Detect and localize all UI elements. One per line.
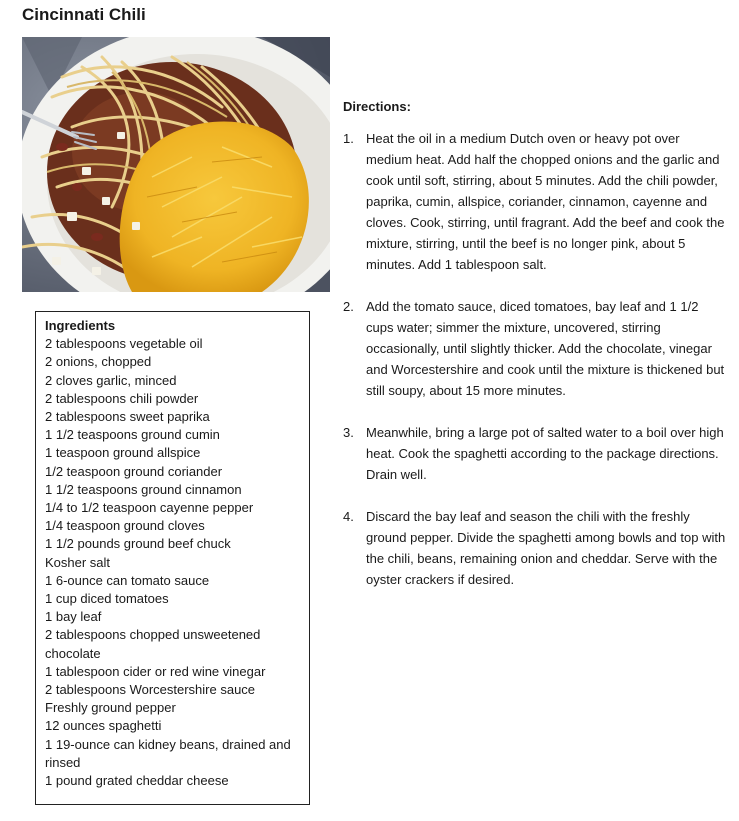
ingredient-item: 2 tablespoons sweet paprika (45, 409, 210, 425)
ingredient-item: 1 pound grated cheddar cheese (45, 773, 229, 789)
page-title: Cincinnati Chili (22, 5, 146, 24)
ingredients-box (35, 311, 310, 805)
ingredient-item: 1 19-ounce can kidney beans, drained and rinsed (45, 736, 291, 770)
step-number: 1. (343, 131, 354, 146)
step-text: Discard the bay leaf and season the chili with the freshly ground pepper. Divide the spaghetti among bowls and top with the chili, beans, remaining onion and cheddar. Serve with the oyster crackers if desired. (366, 509, 726, 587)
ingredients-heading: Ingredients (45, 318, 116, 333)
ingredient-item: 1 1/2 teaspoons ground cumin (45, 427, 220, 443)
ingredient-item: 2 tablespoons chopped unsweetened chocolate (45, 627, 261, 661)
ingredient-item: 1 1/2 teaspoons ground cinnamon (45, 481, 242, 497)
directions-steps (343, 128, 728, 590)
directions-heading: Directions: (343, 99, 411, 114)
ingredient-item: 2 onions, chopped (45, 354, 152, 370)
step-text: Add the tomato sauce, diced tomatoes, bay leaf and 1 1/2 cups water; simmer the mixture, uncovered, stirring occasionally, until slightly thicker. Add the chocolate, vinegar and Worcestershire and cook until the mixture is thickened but still soupy, about 15 more minutes. (366, 299, 725, 398)
ingredient-item: 1 bay leaf (45, 609, 102, 625)
ingredient-item: Kosher salt (45, 554, 111, 570)
chili-photo (22, 37, 330, 292)
step-text: Meanwhile, bring a large pot of salted water to a boil over high heat. Cook the spaghetti according to the package directions. Drain well. (366, 425, 724, 482)
step-number: 3. (343, 425, 354, 440)
ingredient-item: 1/4 teaspoon ground cloves (45, 518, 205, 534)
ingredient-item: 2 cloves garlic, minced (45, 372, 177, 388)
step-number: 4. (343, 509, 354, 524)
ingredient-item: Freshly ground pepper (45, 700, 176, 716)
step-text: Heat the oil in a medium Dutch oven or heavy pot over medium heat. Add half the chopped onions and the garlic and cook until soft, stirring, about 5 minutes. Add the chili powder, paprika, cumin, allspice, coriander, cinnamon, cayenne and cloves. Cook, stirring, until fragrant. Add the beef and cook the mixture, stirring, until the beef is no longer pink, about 5 minutes. Add 1 tablespoon salt. (366, 131, 725, 272)
directions-section (343, 96, 728, 611)
direction-step (343, 422, 728, 485)
ingredient-item: 1/4 to 1/2 teaspoon cayenne pepper (45, 500, 254, 516)
ingredient-item: 2 tablespoons chili powder (45, 390, 199, 406)
direction-step (343, 296, 728, 401)
ingredients-list (45, 335, 300, 790)
ingredient-item: 2 tablespoons Worcestershire sauce (45, 682, 256, 698)
ingredient-item: 1 cup diced tomatoes (45, 591, 169, 607)
direction-step (343, 506, 728, 590)
ingredient-item: 1 tablespoon cider or red wine vinegar (45, 663, 266, 679)
ingredient-item: 1 1/2 pounds ground beef chuck (45, 536, 231, 552)
ingredient-item: 1 6-ounce can tomato sauce (45, 572, 210, 588)
step-number: 2. (343, 299, 354, 314)
ingredient-item: 2 tablespoons vegetable oil (45, 336, 203, 352)
ingredient-item: 12 ounces spaghetti (45, 718, 162, 734)
ingredient-item: 1/2 teaspoon ground coriander (45, 463, 223, 479)
ingredient-item: 1 teaspoon ground allspice (45, 445, 201, 461)
direction-step (343, 128, 728, 275)
